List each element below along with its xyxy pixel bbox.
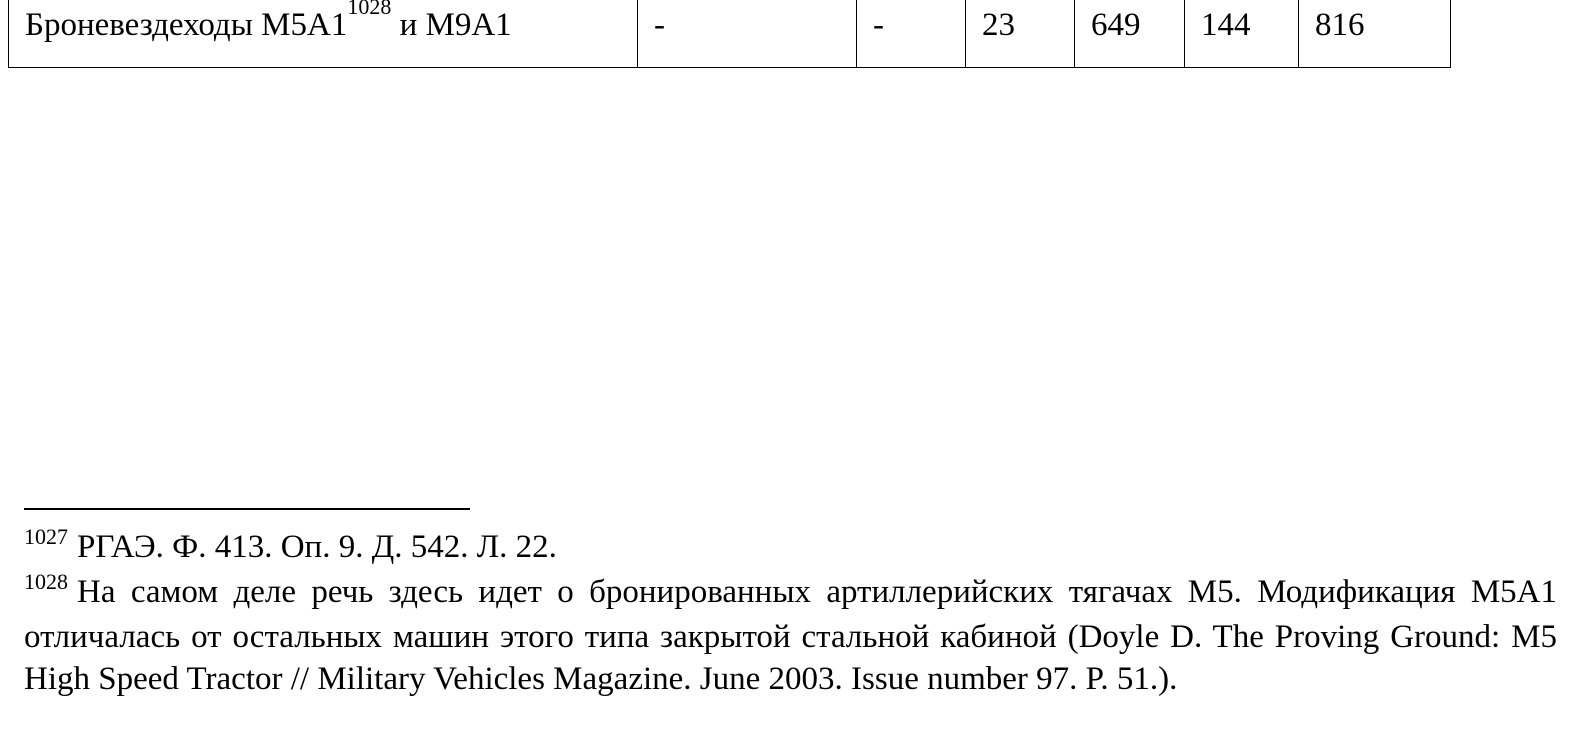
table-cell: - [857, 0, 966, 68]
footnote-text: РГАЭ. Ф. 413. Оп. 9. Д. 542. Л. 22. [77, 529, 557, 565]
footnote-text: На самом деле речь здесь идет о бронированных артиллерийских тягачах М5. Модификация М5А1 отличалась от остальных машин этого типа закрытой стальной кабиной (Doyle D. The Proving Ground: M5 High Speed Tractor // Military Vehicles Magazine. June 2003. Issue number 97. P. 51.). [24, 574, 1557, 697]
table-cell: 23 [966, 0, 1075, 68]
footnote [24, 571, 1557, 700]
table-cell: - [638, 0, 857, 68]
footnote-number: 1027 [24, 524, 68, 549]
table-row [9, 0, 1451, 68]
footnote-number: 1028 [24, 569, 68, 594]
table-cell: 816 [1299, 0, 1451, 68]
row-label-text: Броневездеходы М5А1 [25, 7, 348, 43]
vehicle-table [8, 0, 1451, 68]
footnotes-section [24, 526, 1557, 700]
footnote [24, 526, 1557, 571]
table-cell: 144 [1185, 0, 1299, 68]
footnote-reference[interactable]: 1028 [347, 0, 392, 19]
row-label-suffix: и М9А1 [391, 7, 512, 43]
table-cell: 649 [1075, 0, 1185, 68]
row-label-cell [9, 0, 638, 68]
footnote-separator [24, 508, 470, 510]
